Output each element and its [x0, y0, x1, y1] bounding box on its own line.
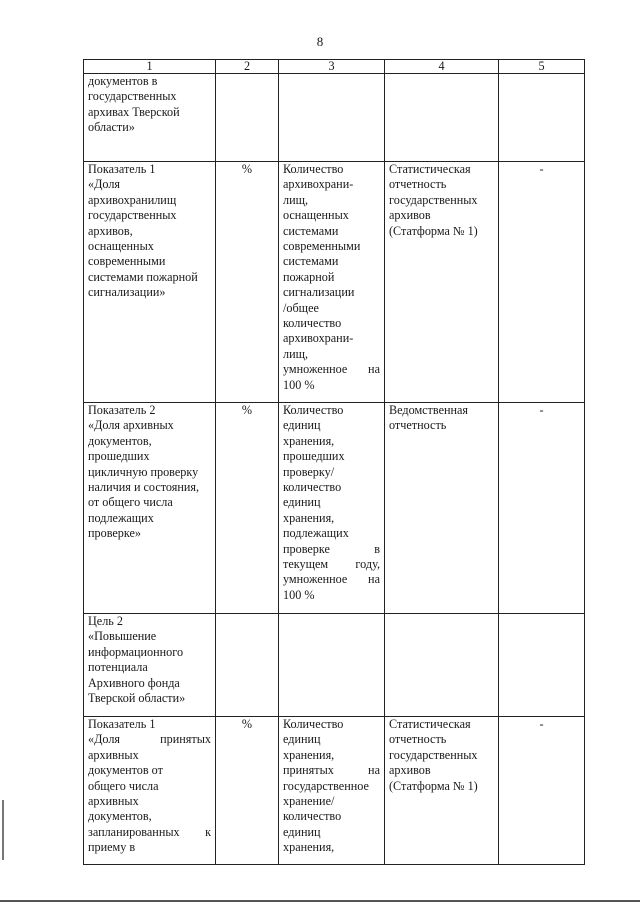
unit-cell: %: [216, 403, 279, 614]
cell-line: архивов: [389, 208, 431, 223]
cell-line: подлежащих: [88, 510, 154, 525]
cell-line: принятых на: [283, 763, 380, 778]
cell-line: единиц: [283, 824, 321, 839]
table-row: [84, 717, 585, 865]
table-row: [84, 162, 585, 403]
cell-line: государственное: [283, 778, 369, 793]
cell-line: документов,: [88, 433, 152, 448]
source-cell: [385, 614, 499, 717]
cell-line: лищ,: [283, 192, 309, 207]
cell-line: «Доля принятых: [88, 732, 211, 747]
indicator-name-cell: [84, 74, 216, 162]
cell-line: области»: [88, 120, 135, 135]
unit-cell: %: [216, 717, 279, 865]
cell-line: Статистическая: [389, 717, 471, 731]
cell-line: государственных: [88, 89, 177, 104]
cell-line: документов в: [88, 74, 158, 88]
cell-line: Показатель 2: [88, 403, 156, 417]
formula-cell: [279, 403, 385, 614]
cell-line: документов,: [88, 809, 152, 824]
cell-line: от общего числа: [88, 495, 173, 510]
cell-line: количество: [283, 809, 342, 824]
cell-line: текущем году,: [283, 557, 380, 572]
cell-line: хранения,: [283, 840, 335, 855]
cell-line: архивохрани-: [283, 331, 354, 346]
cell-line: наличия и состояния,: [88, 480, 200, 495]
cell-line: информационного: [88, 644, 184, 659]
scan-left-edge-mark: [2, 800, 4, 860]
table-row: [84, 403, 585, 614]
cell-line: Количество: [283, 162, 344, 176]
cell-line: 100 %: [283, 377, 315, 392]
cell-line: архивных: [88, 794, 139, 809]
formula-cell: [279, 74, 385, 162]
cell-line: Архивного фонда: [88, 675, 180, 690]
cell-line: цикличную проверку: [88, 464, 199, 479]
source-cell: [385, 162, 499, 403]
formula-cell: [279, 717, 385, 865]
cell-line: единиц: [283, 418, 321, 433]
cell-line: государственных: [389, 747, 478, 762]
cell-line: архивов: [389, 763, 431, 778]
cell-line: Цель 2: [88, 614, 123, 628]
cell-line: /общее: [283, 300, 319, 315]
header-col-4: 4: [385, 60, 499, 74]
formula-cell: [279, 614, 385, 717]
cell-line: умноженное на: [283, 572, 380, 587]
cell-line: общего числа: [88, 778, 159, 793]
cell-line: оснащенных: [88, 239, 154, 254]
unit-cell: [216, 74, 279, 162]
cell-line: хранения,: [283, 433, 335, 448]
cell-line: лищ,: [283, 346, 309, 361]
cell-line: подлежащих: [283, 526, 349, 541]
cell-line: отчетность: [389, 418, 447, 433]
unit-cell: [216, 614, 279, 717]
cell-line: системами: [283, 223, 339, 238]
source-cell: [385, 403, 499, 614]
cell-line: хранения,: [283, 510, 335, 525]
cell-line: потенциала: [88, 660, 148, 675]
cell-line: Статистическая: [389, 162, 471, 176]
cell-line: архивных: [88, 747, 139, 762]
cell-line: (Статформа № 1): [389, 223, 478, 238]
cell-line: государственных: [389, 192, 478, 207]
cell-line: запланированных к: [88, 824, 211, 839]
table-row: [84, 614, 585, 717]
cell-line: «Доля: [88, 177, 121, 192]
table-body: [84, 74, 585, 865]
note-cell: -: [499, 162, 585, 403]
scan-bottom-edge: [0, 900, 640, 902]
cell-line: Ведомственная: [389, 403, 469, 417]
note-cell: [499, 74, 585, 162]
cell-line: Показатель 1: [88, 717, 156, 731]
indicator-name-cell: [84, 162, 216, 403]
cell-line: архивов,: [88, 223, 133, 238]
cell-line: «Повышение: [88, 629, 157, 644]
cell-line: Количество: [283, 403, 344, 417]
formula-cell: [279, 162, 385, 403]
goal-name-cell: [84, 614, 216, 717]
cell-line: Показатель 1: [88, 162, 156, 176]
cell-line: проверке»: [88, 526, 142, 541]
source-cell: [385, 717, 499, 865]
cell-line: Количество: [283, 717, 344, 731]
cell-line: приему в: [88, 840, 136, 855]
note-cell: -: [499, 403, 585, 614]
header-col-2: 2: [216, 60, 279, 74]
cell-line: единиц: [283, 732, 321, 747]
cell-line: пожарной: [283, 269, 335, 284]
indicators-table: [83, 59, 585, 865]
cell-line: системами пожарной: [88, 269, 198, 284]
header-col-1: 1: [84, 60, 216, 74]
cell-line: современными: [283, 239, 361, 254]
cell-line: проверку/: [283, 464, 335, 479]
table-row: [84, 74, 585, 162]
cell-line: государственных: [88, 208, 177, 223]
cell-line: сигнализации»: [88, 285, 166, 300]
cell-line: современными: [88, 254, 166, 269]
cell-line: архивах Тверской: [88, 104, 180, 119]
cell-line: отчетность: [389, 177, 447, 192]
cell-line: документов от: [88, 763, 163, 778]
table-header-row: [84, 60, 585, 74]
page-number: 8: [316, 34, 324, 49]
cell-line: прошедших: [88, 449, 150, 464]
cell-line: хранения,: [283, 747, 335, 762]
cell-line: Тверской области»: [88, 691, 186, 706]
cell-line: проверке в: [283, 541, 380, 556]
cell-line: хранение/: [283, 794, 335, 809]
cell-line: 100 %: [283, 587, 315, 602]
unit-cell: %: [216, 162, 279, 403]
cell-line: архивохранилищ: [88, 192, 177, 207]
cell-line: количество: [283, 480, 342, 495]
cell-line: «Доля архивных: [88, 418, 174, 433]
cell-line: оснащенных: [283, 208, 349, 223]
note-cell: [499, 614, 585, 717]
header-col-3: 3: [279, 60, 385, 74]
indicator-name-cell: [84, 717, 216, 865]
note-cell: -: [499, 717, 585, 865]
cell-line: количество: [283, 316, 342, 331]
cell-line: сигнализации: [283, 285, 355, 300]
cell-line: единиц: [283, 495, 321, 510]
cell-line: архивохрани-: [283, 177, 354, 192]
cell-line: прошедших: [283, 449, 345, 464]
cell-line: (Статформа № 1): [389, 778, 478, 793]
cell-line: умноженное на: [283, 362, 380, 377]
source-cell: [385, 74, 499, 162]
header-col-5: 5: [499, 60, 585, 74]
cell-line: отчетность: [389, 732, 447, 747]
cell-line: системами: [283, 254, 339, 269]
indicator-name-cell: [84, 403, 216, 614]
